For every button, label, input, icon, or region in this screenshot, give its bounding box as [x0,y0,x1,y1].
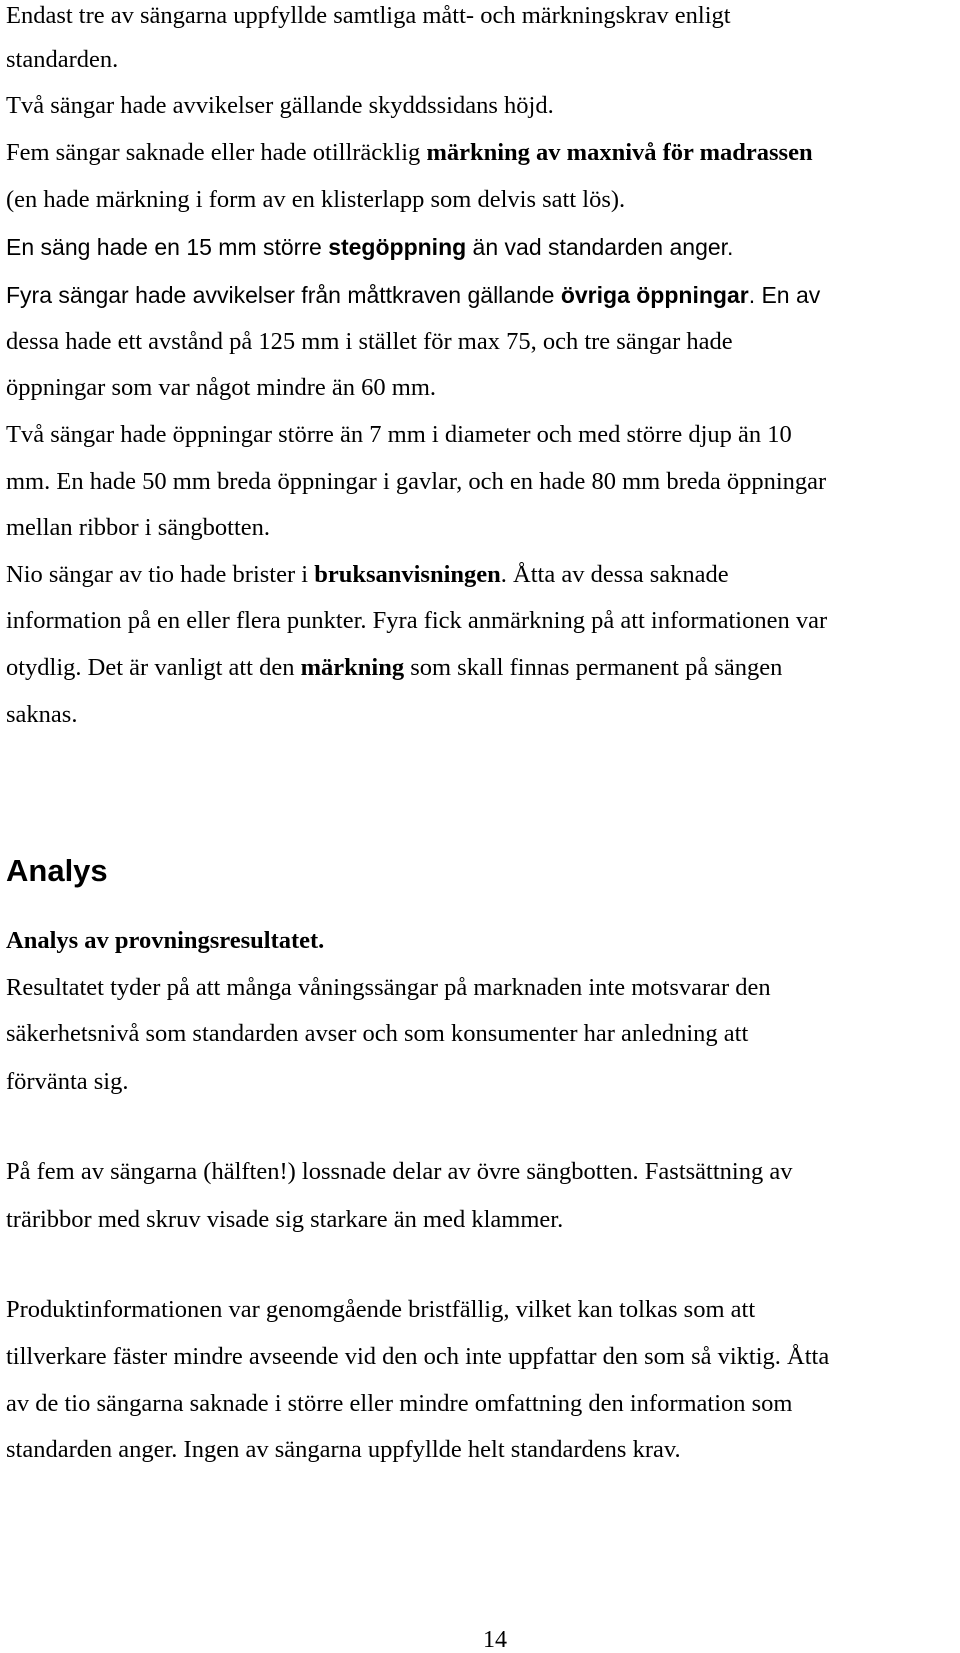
bold-term: bruksanvisningen [314,561,501,588]
bold-term: märkning [300,654,405,681]
text-line: På fem av sängarna (hälften!) lossnade delar av övre sängbotten. Fastsättning av [6,1158,793,1185]
page-number [0,1628,960,1652]
text-line: saknas. [6,701,78,728]
text-line: öppningar som var något mindre än 60 mm. [6,374,437,401]
text-line: träribbor med skruv visade sig starkare än med klammer. [6,1206,564,1233]
bold-term: märkning av maxnivå för madrassen [426,139,813,166]
text-span: En säng hade en 15 mm större [6,234,329,260]
text-span: . Åtta av dessa saknade [500,561,729,588]
text-line: standarden anger. Ingen av sängarna uppfyllde helt standardens krav. [6,1436,681,1463]
text-line: mellan ribbor i sängbotten. [6,514,270,541]
text-line: (en hade märkning i form av en klisterlapp som delvis satt lös). [6,186,626,213]
text-line: förvänta sig. [6,1068,129,1095]
text-line: mm. En hade 50 mm breda öppningar i gavlar, och en hade 80 mm breda öppningar [6,468,827,495]
text-span: Fem sängar saknade eller hade otillräcklig [6,139,427,166]
text-span: än vad standarden anger. [466,234,734,260]
text-line: information på en eller flera punkter. Fyra fick anmärkning på att informationen var [6,607,828,634]
bold-term: stegöppning [328,234,467,260]
text-line [6,284,820,307]
text-span: otydlig. Det är vanligt att den [6,654,301,681]
text-line: Två sängar hade avvikelser gällande skyddssidans höjd. [6,92,554,119]
text-line: standarden. [6,46,119,73]
page-number-text: 14 [483,1627,507,1653]
text-line: säkerhetsnivå som standarden avser och som konsumenter har anledning att [6,1020,749,1047]
text-span: . En av [748,282,821,308]
text-line: Endast tre av sängarna uppfyllde samtliga mått- och märkningskrav enligt [6,2,731,29]
text-line: Resultatet tyder på att många våningssängar på marknaden inte motsvarar den [6,974,771,1001]
text-line: Två sängar hade öppningar större än 7 mm i diameter och med större djup än 10 [6,421,792,448]
section-heading: Analys [6,853,108,888]
text-span: Nio sängar av tio hade brister i [6,561,315,588]
text-line [6,236,733,259]
text-line: tillverkare fäster mindre avseende vid den och inte uppfattar den som så viktig. Åtta [6,1343,830,1370]
text-line: av de tio sängarna saknade i större eller mindre omfattning den information som [6,1390,793,1417]
text-line [6,656,782,681]
text-line: Produktinformationen var genomgående bristfällig, vilket kan tolkas som att [6,1296,756,1323]
bold-term: övriga öppningar [560,282,749,308]
text-span: som skall finnas permanent på sängen [404,654,783,681]
text-line [6,141,813,166]
text-span: Fyra sängar hade avvikelser från måttkraven gällande [6,282,561,308]
section-subheading: Analys av provningsresultatet. [6,927,325,954]
text-line [6,563,729,588]
text-line: dessa hade ett avstånd på 125 mm i stället för max 75, och tre sängar hade [6,328,733,355]
